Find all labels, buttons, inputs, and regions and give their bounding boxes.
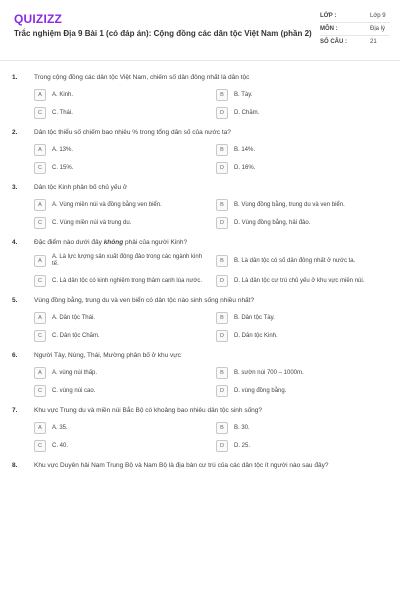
option-letter: B [216,144,228,156]
option-letter: D [216,385,228,397]
question-item [0,352,400,397]
question-item [0,462,400,470]
option-text: A. 13%. [52,146,74,153]
option-text: C. Vùng miền núi và trung du. [52,219,132,226]
option-a[interactable] [34,199,204,211]
meta-value-mon: Địa lý [370,26,386,32]
option-text: C. 40. [52,442,69,449]
option-a[interactable] [34,312,204,324]
option-letter: B [216,199,228,211]
meta-row-mon [320,23,390,36]
option-letter: B [216,367,228,379]
question-text: Dân tộc thiểu số chiếm bao nhiêu % trong tổng dân số của nước ta? [34,129,231,136]
option-a[interactable] [34,367,204,379]
option-a[interactable] [34,144,204,156]
option-c[interactable] [34,162,204,174]
option-b[interactable] [216,199,386,211]
option-d[interactable] [216,107,386,119]
question-text: Khu vực Duyên hải Nam Trung Bộ và Nam Bộ là địa bàn cư trú của các dân tộc ít người nào sau đây? [34,462,329,469]
option-letter: C [34,275,46,287]
quizizz-logo: QUIZIZZ [14,12,63,26]
question-number: 8. [12,462,18,469]
option-letter: C [34,440,46,452]
option-letter: A [34,144,46,156]
question-header [12,239,388,247]
question-number: 4. [12,239,18,246]
option-text: D. vùng đồng bằng. [234,387,287,394]
question-header [12,129,388,137]
option-text: B. 14%. [234,146,256,153]
question-header [12,352,388,360]
option-letter: D [216,440,228,452]
option-d[interactable] [216,440,386,452]
question-text: Vùng đồng bằng, trung du và ven biển có dân tộc nào sinh sống nhiều nhất? [34,297,255,304]
option-letter: B [216,422,228,434]
option-text: A. vùng núi thấp. [52,369,98,376]
option-text: D. Chăm. [234,109,260,116]
option-text: B. Là dân tộc có số dân đông nhất ở nước ta. [234,257,356,264]
option-b[interactable] [216,89,386,101]
meta-label-mon: MÔN : [320,26,338,32]
question-number: 5. [12,297,18,304]
option-a[interactable] [34,254,204,268]
question-header [12,297,388,305]
question-number: 1. [12,74,18,81]
option-text: C. Là dân tộc có kinh nghiệm trong thâm canh lúa nước. [52,277,203,284]
option-letter: B [216,255,228,267]
question-text: Khu vực Trung du và miền núi Bắc Bộ có khoảng bao nhiêu dân tộc sinh sống? [34,407,263,414]
option-c[interactable] [34,330,204,342]
option-a[interactable] [34,89,204,101]
option-text: A. 35. [52,424,68,431]
questions-list [0,74,400,480]
option-a[interactable] [34,422,204,434]
option-letter: A [34,312,46,324]
option-text: B. sườn núi 700 – 1000m. [234,369,304,376]
meta-value-lop: Lớp 9 [370,13,386,19]
question-header [12,74,388,82]
worksheet-header [0,0,400,61]
option-letter: A [34,89,46,101]
question-text: Dân tộc Kinh phân bố chủ yếu ở [34,184,128,191]
option-text: A. Kinh. [52,91,74,98]
question-item [0,184,400,229]
meta-label-lop: LỚP : [320,13,337,19]
option-d[interactable] [216,330,386,342]
option-text: C. Thái. [52,109,73,116]
question-text: Trong cộng đồng các dân tộc Việt Nam, chiếm số dân đông nhất là dân tộc [34,74,250,81]
option-text: B. Dân tộc Tày. [234,314,275,321]
option-text: A. Là lực lượng sản xuất đông đảo trong các ngành kinh tế. [52,254,203,267]
option-text: D. Vùng đồng bằng, hải đảo. [234,219,311,226]
option-c[interactable] [34,107,204,119]
question-options [34,89,386,119]
option-c[interactable] [34,440,204,452]
option-letter: D [216,217,228,229]
option-text: C. Dân tộc Chăm. [52,332,100,339]
option-letter: A [34,255,46,267]
meta-label-socau: SỐ CÂU : [320,39,347,45]
option-text: B. Vùng đồng bằng, trung du và ven biển. [234,201,345,208]
question-number: 6. [12,352,18,359]
option-letter: C [34,330,46,342]
option-c[interactable] [34,385,204,397]
option-letter: D [216,330,228,342]
question-number: 7. [12,407,18,414]
question-text: Người Tày, Nùng, Thái, Mường phân bố ở khu vực [34,352,181,359]
option-b[interactable] [216,422,386,434]
question-options [34,367,386,397]
question-item [0,239,400,287]
option-text: D. Dân tộc Kinh. [234,332,278,339]
option-text: A. Vùng miền núi và đồng bằng ven biển. [52,201,162,208]
option-letter: C [34,385,46,397]
question-number: 3. [12,184,18,191]
question-item [0,297,400,342]
question-header [12,462,388,470]
option-text: D. Là dân tộc cư trú chủ yếu ở khu vực miền núi. [234,277,365,284]
question-header [12,407,388,415]
question-text [34,239,187,247]
question-item [0,74,400,119]
option-b[interactable] [216,312,386,324]
question-options [34,199,386,229]
option-letter: C [34,107,46,119]
option-text: C. vùng núi cao. [52,387,96,394]
option-letter: D [216,107,228,119]
question-text-before: Đặc điểm nào dưới đây [34,239,104,246]
option-letter: A [34,199,46,211]
option-letter: D [216,162,228,174]
option-letter: B [216,312,228,324]
question-item [0,129,400,174]
option-text: D. 25. [234,442,251,449]
option-d[interactable] [216,162,386,174]
question-options [34,144,386,174]
option-b[interactable] [216,367,386,379]
option-text: C. 15%. [52,164,74,171]
question-text-emphasis: không [103,239,124,246]
option-letter: A [34,422,46,434]
question-options [34,254,386,287]
meta-row-lop [320,10,390,23]
option-letter: C [34,162,46,174]
question-header [12,184,388,192]
option-letter: D [216,275,228,287]
option-b[interactable] [216,254,386,268]
option-d[interactable] [216,217,386,229]
option-b[interactable] [216,144,386,156]
option-letter: C [34,217,46,229]
option-d[interactable] [216,385,386,397]
question-options [34,312,386,342]
option-d[interactable] [216,275,386,287]
question-item [0,407,400,452]
option-text: B. 30. [234,424,250,431]
meta-value-socau: 21 [370,39,377,45]
question-text-after: phải của người Kinh? [123,239,188,246]
worksheet-title: Trắc nghiệm Địa 9 Bài 1 (có đáp án): Cộng đồng các dân tộc Việt Nam (phần 2) [14,29,312,38]
worksheet-meta [320,10,390,48]
option-text: D. 16%. [234,164,256,171]
question-options [34,422,386,452]
question-number: 2. [12,129,18,136]
option-letter: A [34,367,46,379]
option-letter: B [216,89,228,101]
option-text: A. Dân tộc Thái. [52,314,95,321]
option-c[interactable] [34,275,204,287]
option-text: B. Tày. [234,91,253,98]
option-c[interactable] [34,217,204,229]
meta-row-socau [320,36,390,48]
